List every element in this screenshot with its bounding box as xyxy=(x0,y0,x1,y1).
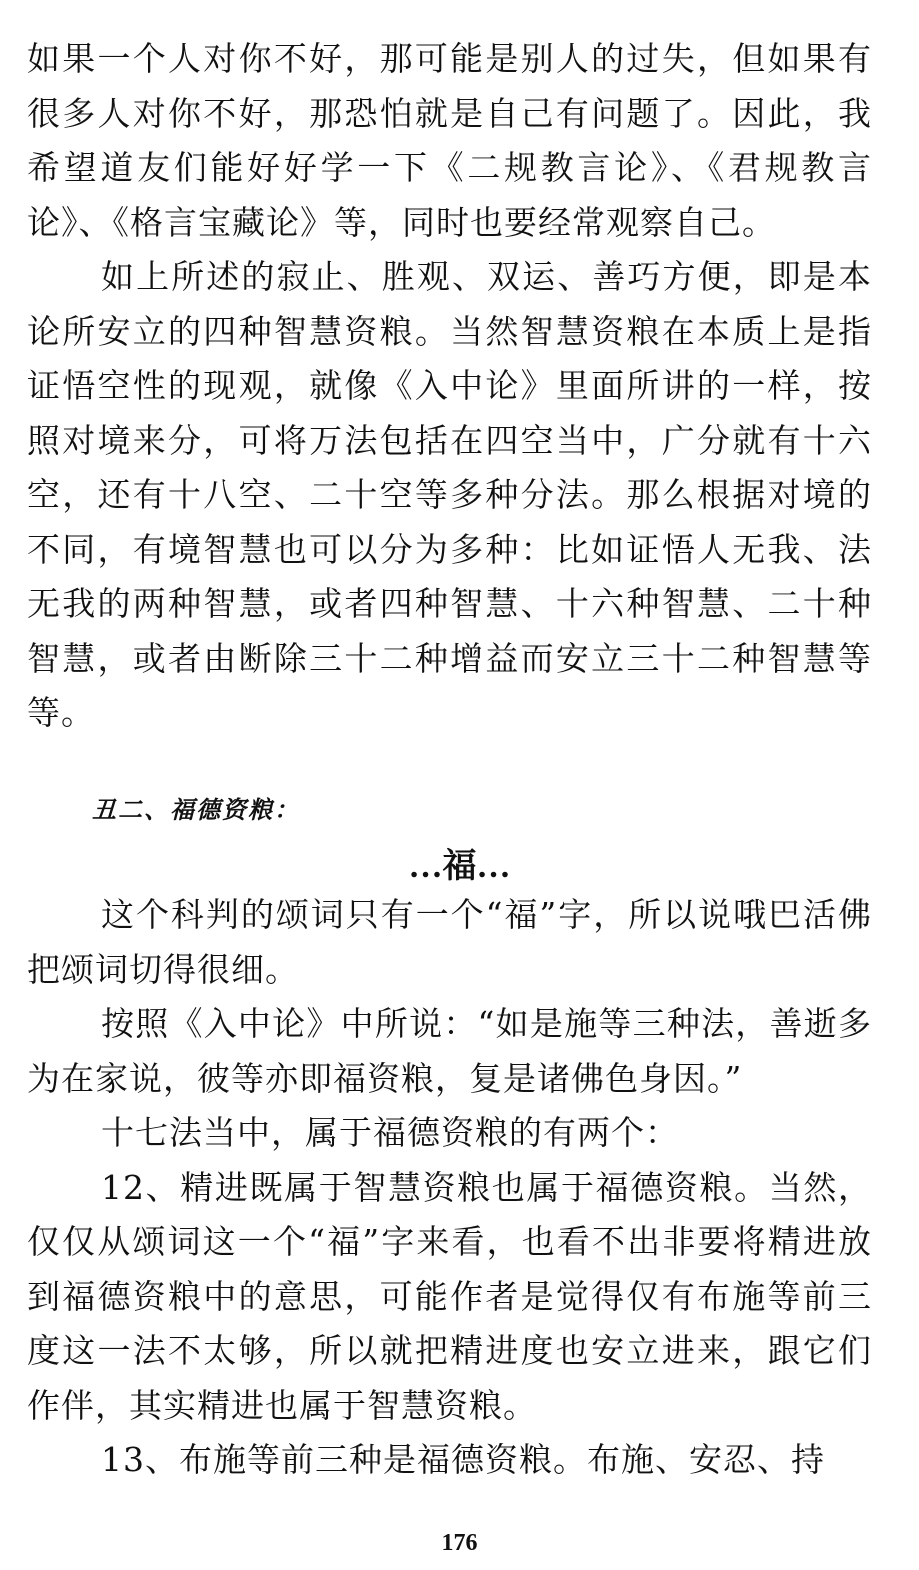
paragraph: 如果一个人对你不好，那可能是别人的过失，但如果有很多人对你不好，那恐怕就是自己有问题了。因此，我希望道友们能好好学一下《二规教言论》、《君规教言论》、《格言宝藏论》等，同时也要经常观察自己。 xyxy=(27,39,872,242)
paragraph: 12、精进既属于智慧资粮也属于福德资粮。当然，仅仅从颂词这一个“福”字来看，也看不出非要将精进放到福德资粮中的意思，可能作者是觉得仅有布施等前三度这一法不太够，所以就把精进度也安立进来，跟它们作伴，其实精进也属于智慧资粮。 xyxy=(27,1167,872,1425)
verse-line: …福… xyxy=(408,848,511,885)
body-text-bottom xyxy=(27,888,872,1488)
paragraph: 十七法当中，属于福德资粮的有两个： xyxy=(101,1113,679,1152)
paragraph: 13、布施等前三种是福德资粮。布施、安忍、持 xyxy=(101,1440,825,1479)
page-number: 176 xyxy=(441,1530,478,1556)
paragraph: 按照《入中论》中所说：“如是施等三种法，善逝多为在家说，彼等亦即福资粮，复是诸佛色身因。” xyxy=(27,1004,872,1098)
body-text-top xyxy=(27,32,872,741)
paragraph: 如上所述的寂止、胜观、双运、善巧方便，即是本论所安立的四种智慧资粮。当然智慧资粮在本质上是指证悟空性的现观，就像《入中论》里面所讲的一样，按照对境来分，可将万法包括在四空当中，广分就有十六空，还有十八空、二十空等多种分法。那么根据对境的不同，有境智慧也可以分为多种：比如证悟人无我、法无我的两种智慧，或者四种智慧、十六种智慧、二十种智慧，或者由断除三十二种增益而安立三十二种智慧等等。 xyxy=(27,257,872,732)
section-heading: 丑二、福德资粮： xyxy=(92,795,300,824)
paragraph: 这个科判的颂词只有一个“福”字，所以说哦巴活佛把颂词切得很细。 xyxy=(27,895,872,989)
